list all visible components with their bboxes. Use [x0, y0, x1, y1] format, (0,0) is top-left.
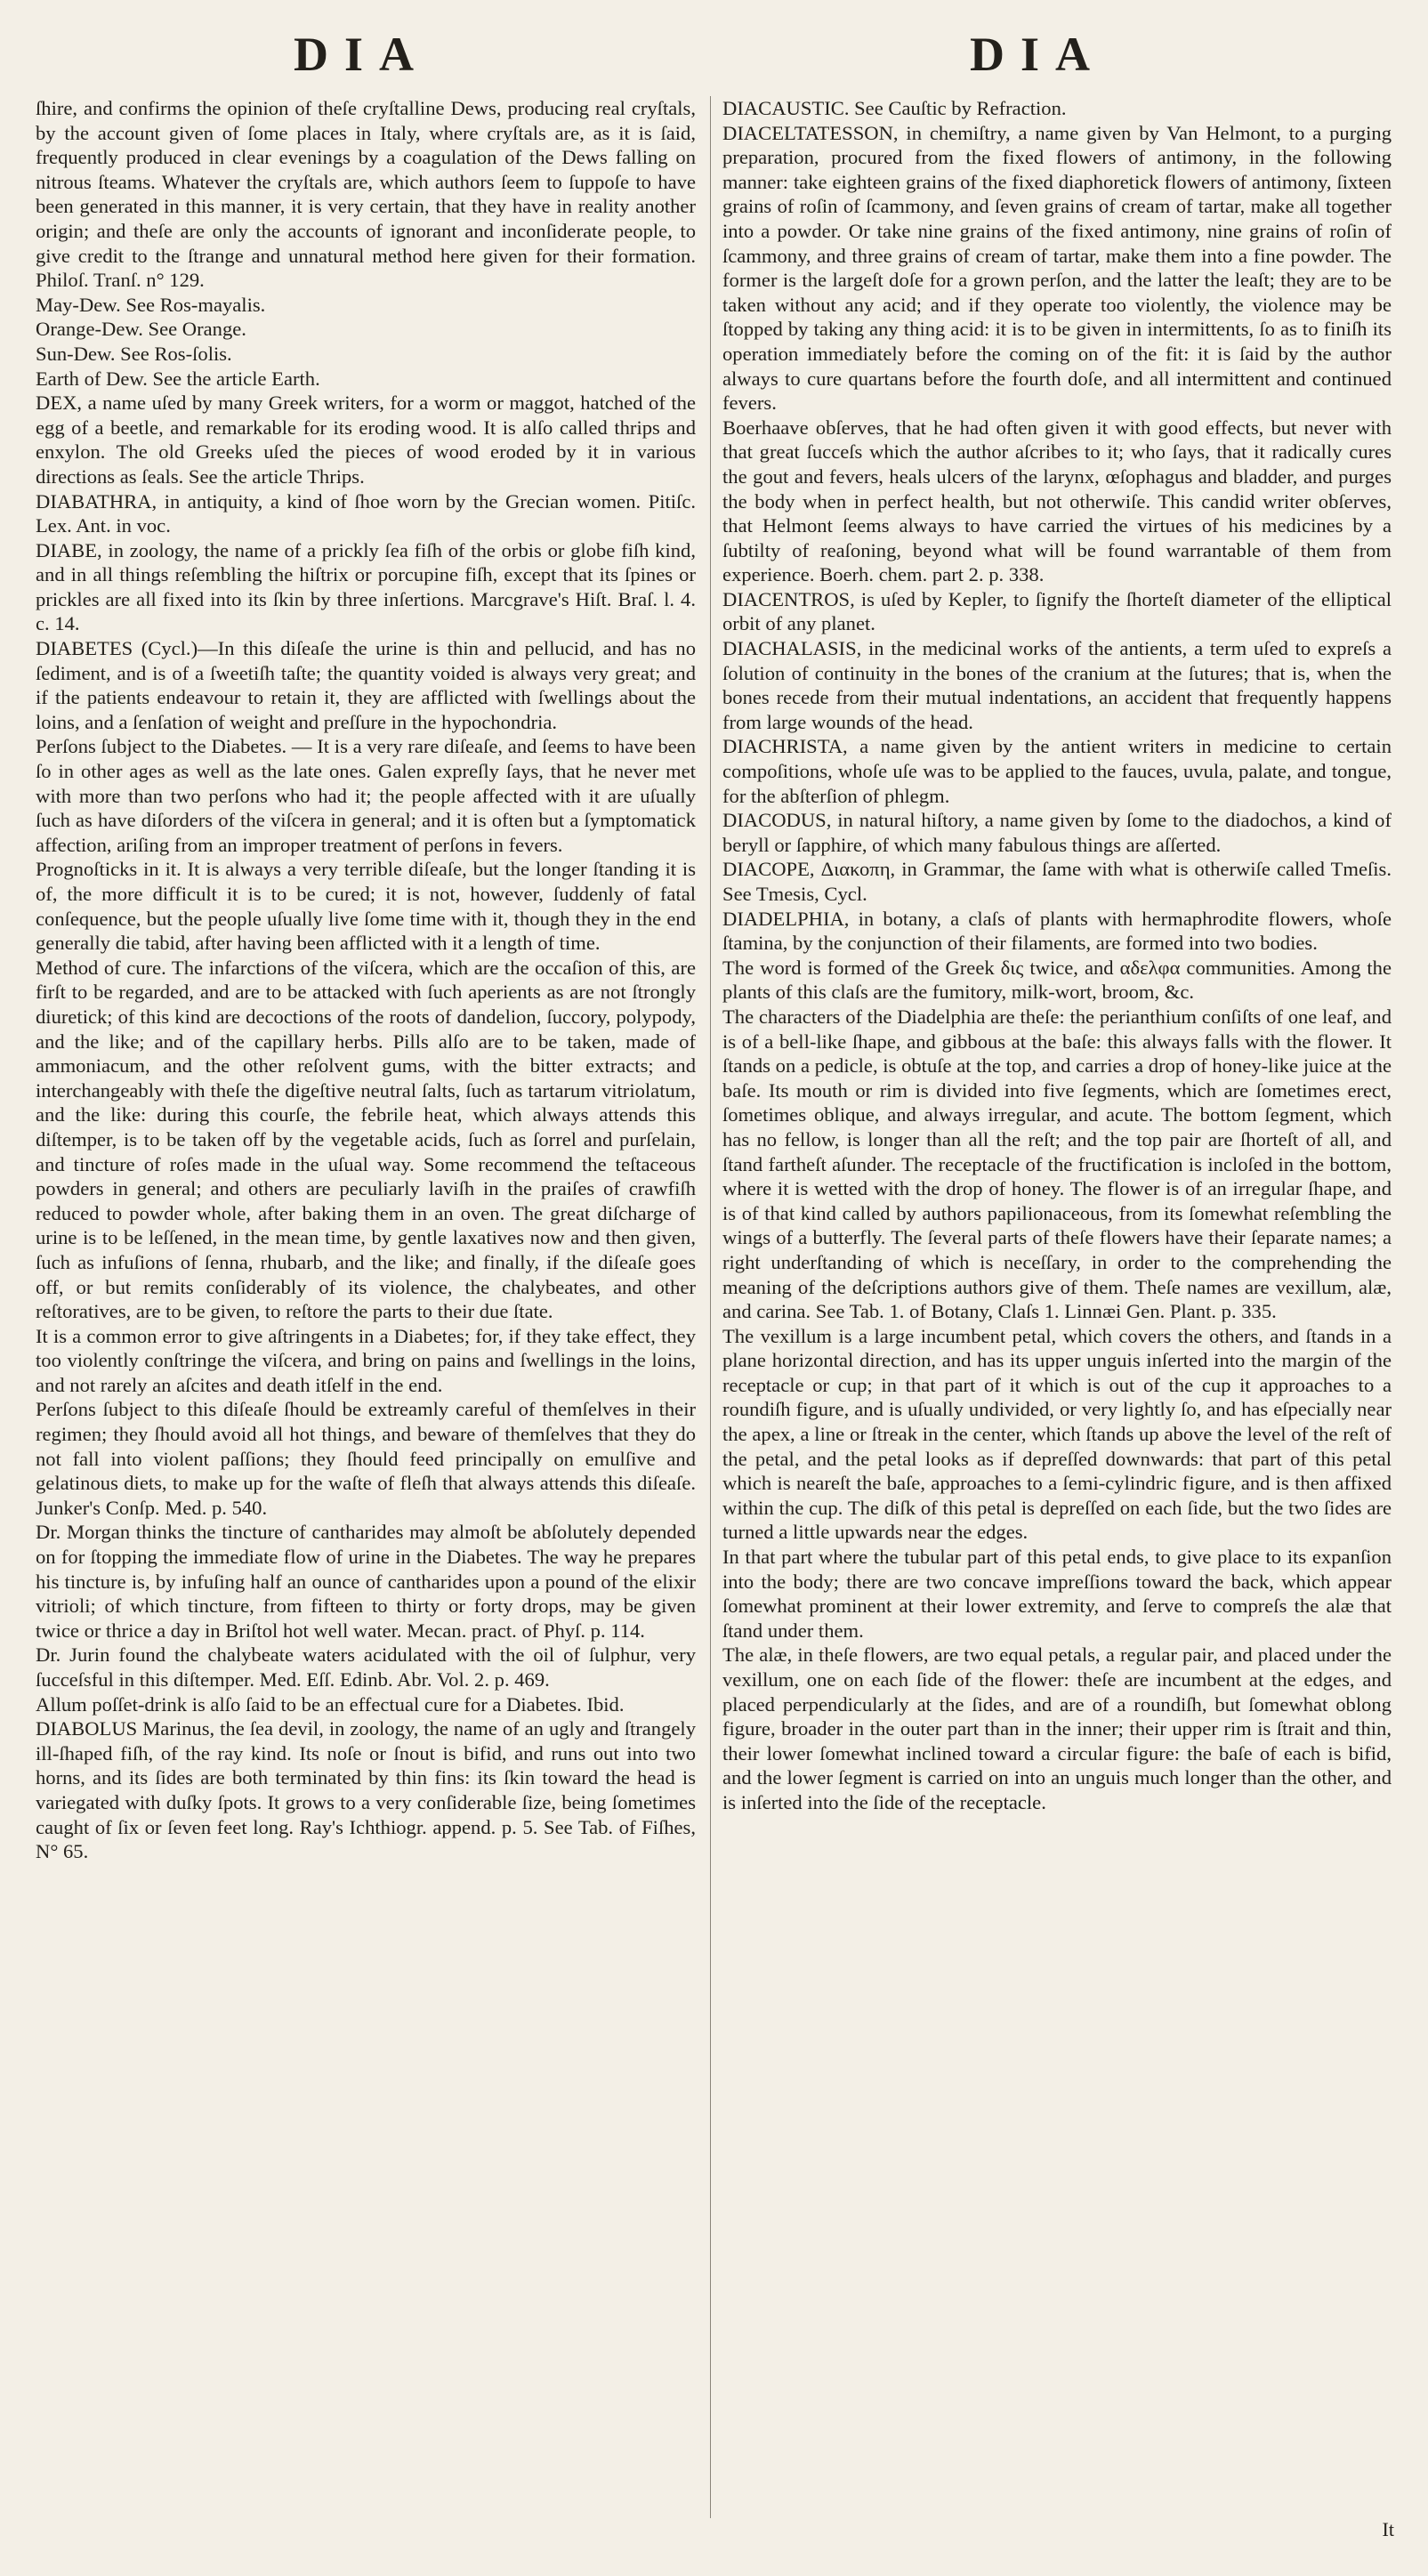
catchword: It [1382, 2518, 1394, 2540]
article-paragraph: DIACHALASIS, in the medicinal works of the antients, a term uſed to expreſs a ſolution of continuity in the bones of the cranium at the ſutures; that is, when the bones recede from their mutual indentations, an accident that frequently happens from large wounds of the head. [722, 637, 1392, 733]
article-paragraph: DIACHRISTA, a name given by the antient writers in medicine to certain compoſitions, whoſe uſe was to be applied to the fauces, uvula, palate, and tongue, for the abſterſion of phlegm. [722, 735, 1392, 807]
article-paragraph: Dr. Morgan thinks the tincture of cantharides may almoſt be abſolutely depended on for ſtopping the immediate flow of urine in the Diabetes. The way he prepares his tincture is, by infuſing half an ounce of cantharides upon a pound of the elixir vitrioli; of which tincture, from fifteen to thirty or forty drops, may be given twice or thrice a day in Briſtol hot well water. Mecan. pract. of Phyſ. p. 114. [36, 1521, 696, 1642]
article-paragraph: Perſons ſubject to the Diabetes. — It is a very rare diſeaſe, and ſeems to have been ſo in other ages as well as the late ones. Galen expreſly ſays, that he never met with more than two perſons who had it; the people affected with it are uſually ſuch as have diſorders of the viſcera in general; and it is often but a ſymptomatick affection, ariſing from an improper treatment of perſons in fevers. [36, 735, 696, 856]
article-paragraph: Method of cure. The infarctions of the viſcera, which are the occaſion of this, are firſt to be regarded, and are to be attacked with ſuch aperients as are not ſtrongly diuretick; of this kind are decoctions of the roots of dandelion, ſuccory, polypody, and the like; and of the capillary herbs. Pills alſo are to be taken, made of ammoniacum, and the other reſolvent gums, with the bitter extracts; and interchangeably with theſe the digeſtive neutral ſalts, ſuch as tartarum vitriolatum, and the like: during this courſe, the febrile heat, which always attends this diſtemper, is to be taken off by the vegetable acids, ſuch as ſorrel and purſelain, and tincture of roſes made in the uſual way. Some recommend the teſtaceous powders in general; and others are peculiarly laviſh in the praiſes of crawfiſh reduced to powder whole, after baking them in an oven. The great diſcharge of urine is to be leſſened, in the mean time, by gentle laxatives now and then given, ſuch as infuſions of ſenna, rhubarb, and the like; and finally, if the diſeaſe goes off, or but remits conſiderably of its violence, the chalybeates, and other reſtoratives, are to be given, to reſtore the parts to their due ſtate. [36, 956, 696, 1323]
article-paragraph: DIABETES (Cycl.)—In this diſeaſe the urine is thin and pellucid, and has no ſediment, and is of a ſweetiſh taſte; the quantity voided is always very great; and if the patients endeavour to retain it, they are afflicted with ſwellings about the loins, and a ſenſation of weight and preſſure in the hypochondria. [36, 637, 696, 733]
article-paragraph: The vexillum is a large incumbent petal, which covers the others, and ſtands in a plane horizontal direction, and has its upper unguis inſerted into the margin of the receptacle or cup; in that part of it which is out of the cup it approaches to a roundiſh figure, and is uſually undivided, or very lightly ſo, and has eſpecially near the apex, a line or ſtreak in the center, which ſtands up above the level of the reſt of the petal, and the petal looks as if depreſſed downwards: that part of this petal which is neareſt the baſe, approaches to a ſemi-cylindric figure, and is then affixed within the cup. The diſk of this petal is depreſſed on each ſide, but the two ſides are turned a little upwards near the edges. [722, 1324, 1392, 1544]
article-paragraph: In that part where the tubular part of this petal ends, to give place to its expanſion into the body; there are two concave impreſſions toward the back, which appear ſomewhat prominent at their lower extremity, and ſerve to compreſs the alæ that ſtand under them. [722, 1546, 1392, 1642]
article-paragraph: Earth of Dew. See the article Earth. [36, 367, 320, 390]
article-paragraph: DIACELTATESSON, in chemiſtry, a name given by Van Helmont, to a purging preparation, procured from the fixed flowers of antimony, in the following manner: take eighteen grains of the fixed diaphoretick flowers of antimony, ſixteen grains of roſin of ſcammony, and ſeven grains of cream of tartar, make all together into a powder. Or take nine grains of the fixed antimony, nine grains of roſin of ſcammony, and three grains of cream of tartar, make them into a fine powder. The former is the largeſt doſe for a grown perſon, and the latter the leaſt; they are to be taken without any acid; and if they operate too violently, the violence may be ſtopped by taking any thing acid: it is to be given in intermittents, ſo as to finiſh its operation immediately before the coming on of the fit: it is ſaid by the author always to cure quartans before the fourth doſe, and all intermittent and continued fevers. [722, 121, 1392, 415]
article-paragraph: Dr. Jurin found the chalybeate waters acidulated with the oil of ſulphur, very ſucceſsful in this diſtemper. Med. Eſſ. Edinb. Abr. Vol. 2. p. 469. [36, 1643, 696, 1691]
article-paragraph: DIABOLUS Marinus, the ſea devil, in zoology, the name of an ugly and ſtrangely ill-ſhaped fiſh, of the ray kind. Its noſe or ſnout is bifid, and runs out into two horns, and its ſides are both terminated by thin fins: its ſkin toward the head is variegated with duſky ſpots. It grows to a very conſiderable ſize, being ſometimes caught of ſix or ſeven feet long. Ray's Ichthiogr. append. p. 5. See Tab. of Fiſhes, N° 65. [36, 1717, 696, 1863]
article-paragraph: Perſons ſubject to this diſeaſe ſhould be extreamly careful of themſelves in their regimen; they ſhould avoid all hot things, and beware of themſelves that they do not fall into violent paſſions; they ſhould feed principally on emulſive and gelatinous diets, to make up for the waſte of fleſh that always attends this diſeaſe. Junker's Conſp. Med. p. 540. [36, 1398, 696, 1519]
article-paragraph: Sun-Dew. See Ros-ſolis. [36, 342, 232, 365]
article-paragraph: Allum poſſet-drink is alſo ſaid to be an effectual cure for a Diabetes. Ibid. [36, 1692, 625, 1716]
article-paragraph: May-Dew. See Ros-mayalis. [36, 293, 266, 316]
article-paragraph: DEX, a name uſed by many Greek writers, for a worm or maggot, hatched of the egg of a beetle, and remarkable for its eroding wood. It is alſo called thrips and enxylon. The old Greeks uſed the pieces of wood eroded by it in various directions as ſeals. See the article Thrips. [36, 392, 696, 488]
article-paragraph: Prognoſticks in it. It is always a very terrible diſeaſe, but the longer ſtanding it is of, the more difficult it is to be cured; it is not, however, ſuddenly of fatal conſequence, but the people uſually live ſome time with it, though they in the end generally die tabid, after having been afflicted with it a length of time. [36, 858, 696, 955]
article-paragraph: The characters of the Diadelphia are theſe: the perianthium conſiſts of one leaf, and is of a bell-like ſhape, and gibbous at the baſe: this always falls with the flower. It ſtands on a pedicle, is obtuſe at the top, and carries a drop of honey-like juice at the baſe. Its mouth or rim is divided into five ſegments, which are ſometimes erect, ſometimes oblique, and always irregular, and acute. The bottom ſegment, which has no fellow, is longer than all the reſt; and the top pair are ſhorteſt of all, and ſtand fartheſt aſunder. The receptacle of the fructification is incloſed in the bottom, where it is wetted with the drop of honey. The flower is of an irregular ſhape, and is of that kind called by authors papilionaceous, from its ſomewhat reſembling the wings of a butterfly. The ſeveral parts of theſe flowers have their ſeparate names; a right underſtanding of which is neceſſary, in order to the comprehending the meaning of the deſcriptions authors give of them. Theſe names are vexillum, alæ, and carina. See Tab. 1. of Botany, Claſs 1. Linnæi Gen. Plant. p. 335. [722, 1005, 1392, 1323]
article-paragraph: Orange-Dew. See Orange. [36, 318, 246, 341]
article-paragraph: DIACENTROS, is uſed by Kepler, to ſignify the ſhorteſt diameter of the elliptical orbit of any planet. [722, 587, 1392, 635]
article-paragraph: ſhire, and confirms the opinion of theſe cryſtalline Dews, producing real cryſtals, by the account given of ſome places in Italy, where cryſtals are, as it is ſaid, frequently produced in clear evenings by a coagulation of the Dews falling on nitrous ſteams. Whatever the cryſtals are, which authors ſeem to ſuppoſe to have been generated in this manner, it is very certain, that they have in reality another origin; and theſe are only the accounts of ignorant and inconſiderate people, to give credit to the ſtrange and unnatural method here given for their formation. Philoſ. Tranſ. n° 129. [36, 97, 696, 292]
article-paragraph: DIABE, in zoology, the name of a prickly ſea fiſh of the orbis or globe fiſh kind, and in all things reſembling the hiſtrix or porcupine fiſh, except that its ſpines or prickles are all fixed into its ſkin by three inſertions. Marcgrave's Hiſt. Braſ. l. 4. c. 14. [36, 538, 696, 635]
running-head-right: DIA [970, 28, 1107, 81]
article-paragraph: DIABATHRA, in antiquity, a kind of ſhoe worn by the Grecian women. Pitiſc. Lex. Ant. in voc. [36, 489, 696, 537]
right-column [722, 96, 1392, 2518]
article-paragraph: The word is formed of the Greek δις twice, and αδελφα communities. Among the plants of this claſs are the fumitory, milk-wort, broom, &c. [722, 956, 1392, 1004]
article-paragraph: It is a common error to give aſtringents in a Diabetes; for, if they take effect, they too violently conſtringe the viſcera, and bring on pains and ſwellings in the loins, and not rarely an aſcites and death itſelf in the end. [36, 1324, 696, 1396]
article-paragraph: DIACODUS, in natural hiſtory, a name given by ſome to the diadochos, a kind of beryll or ſapphire, of which many fabulous things are aſſerted. [722, 809, 1392, 856]
article-paragraph: DIACOPE, Διακοπη, in Grammar, the ſame with what is otherwiſe called Tmeſis. See Tmesis, Cycl. [722, 858, 1392, 905]
left-column [36, 96, 696, 2518]
article-paragraph: Boerhaave obſerves, that he had often given it with good effects, but never with that great ſucceſs which the author aſcribes to it; who ſays, that it radically cures the gout and fevers, heals ulcers of the larynx, œſophagus and bladder, and purges the body when in perfect health, but not otherwiſe. This candid writer obſerves, that Helmont ſeems always to have carried the virtues of his medicines by a ſubtilty of reaſoning, beyond what will be found warrantable of them from experience. Boerh. chem. part 2. p. 338. [722, 416, 1392, 586]
article-paragraph: DIADELPHIA, in botany, a claſs of plants with hermaphrodite flowers, whoſe ſtamina, by the conjunction of their filaments, are formed into two bodies. [722, 907, 1392, 955]
running-head-left: DIA [294, 28, 431, 81]
article-paragraph: DIACAUSTIC. See Cauſtic by Refraction. [722, 97, 1067, 119]
column-divider [710, 96, 711, 2518]
article-paragraph: The alæ, in theſe flowers, are two equal petals, a regular pair, and placed under the vexillum, one on each ſide of the flower: theſe are incumbent at the edges, and placed perpendicularly at the ſides, and are of a roundiſh, but ſomewhat oblong figure, broader in the outer part than in the inner; their upper rim is ſtrait and thin, their lower ſomewhat inclined toward a circular figure: the baſe of each is bifid, and the lower ſegment is carried on into an unguis much longer than the other, and is inſerted into the ſide of the receptacle. [722, 1643, 1392, 1813]
